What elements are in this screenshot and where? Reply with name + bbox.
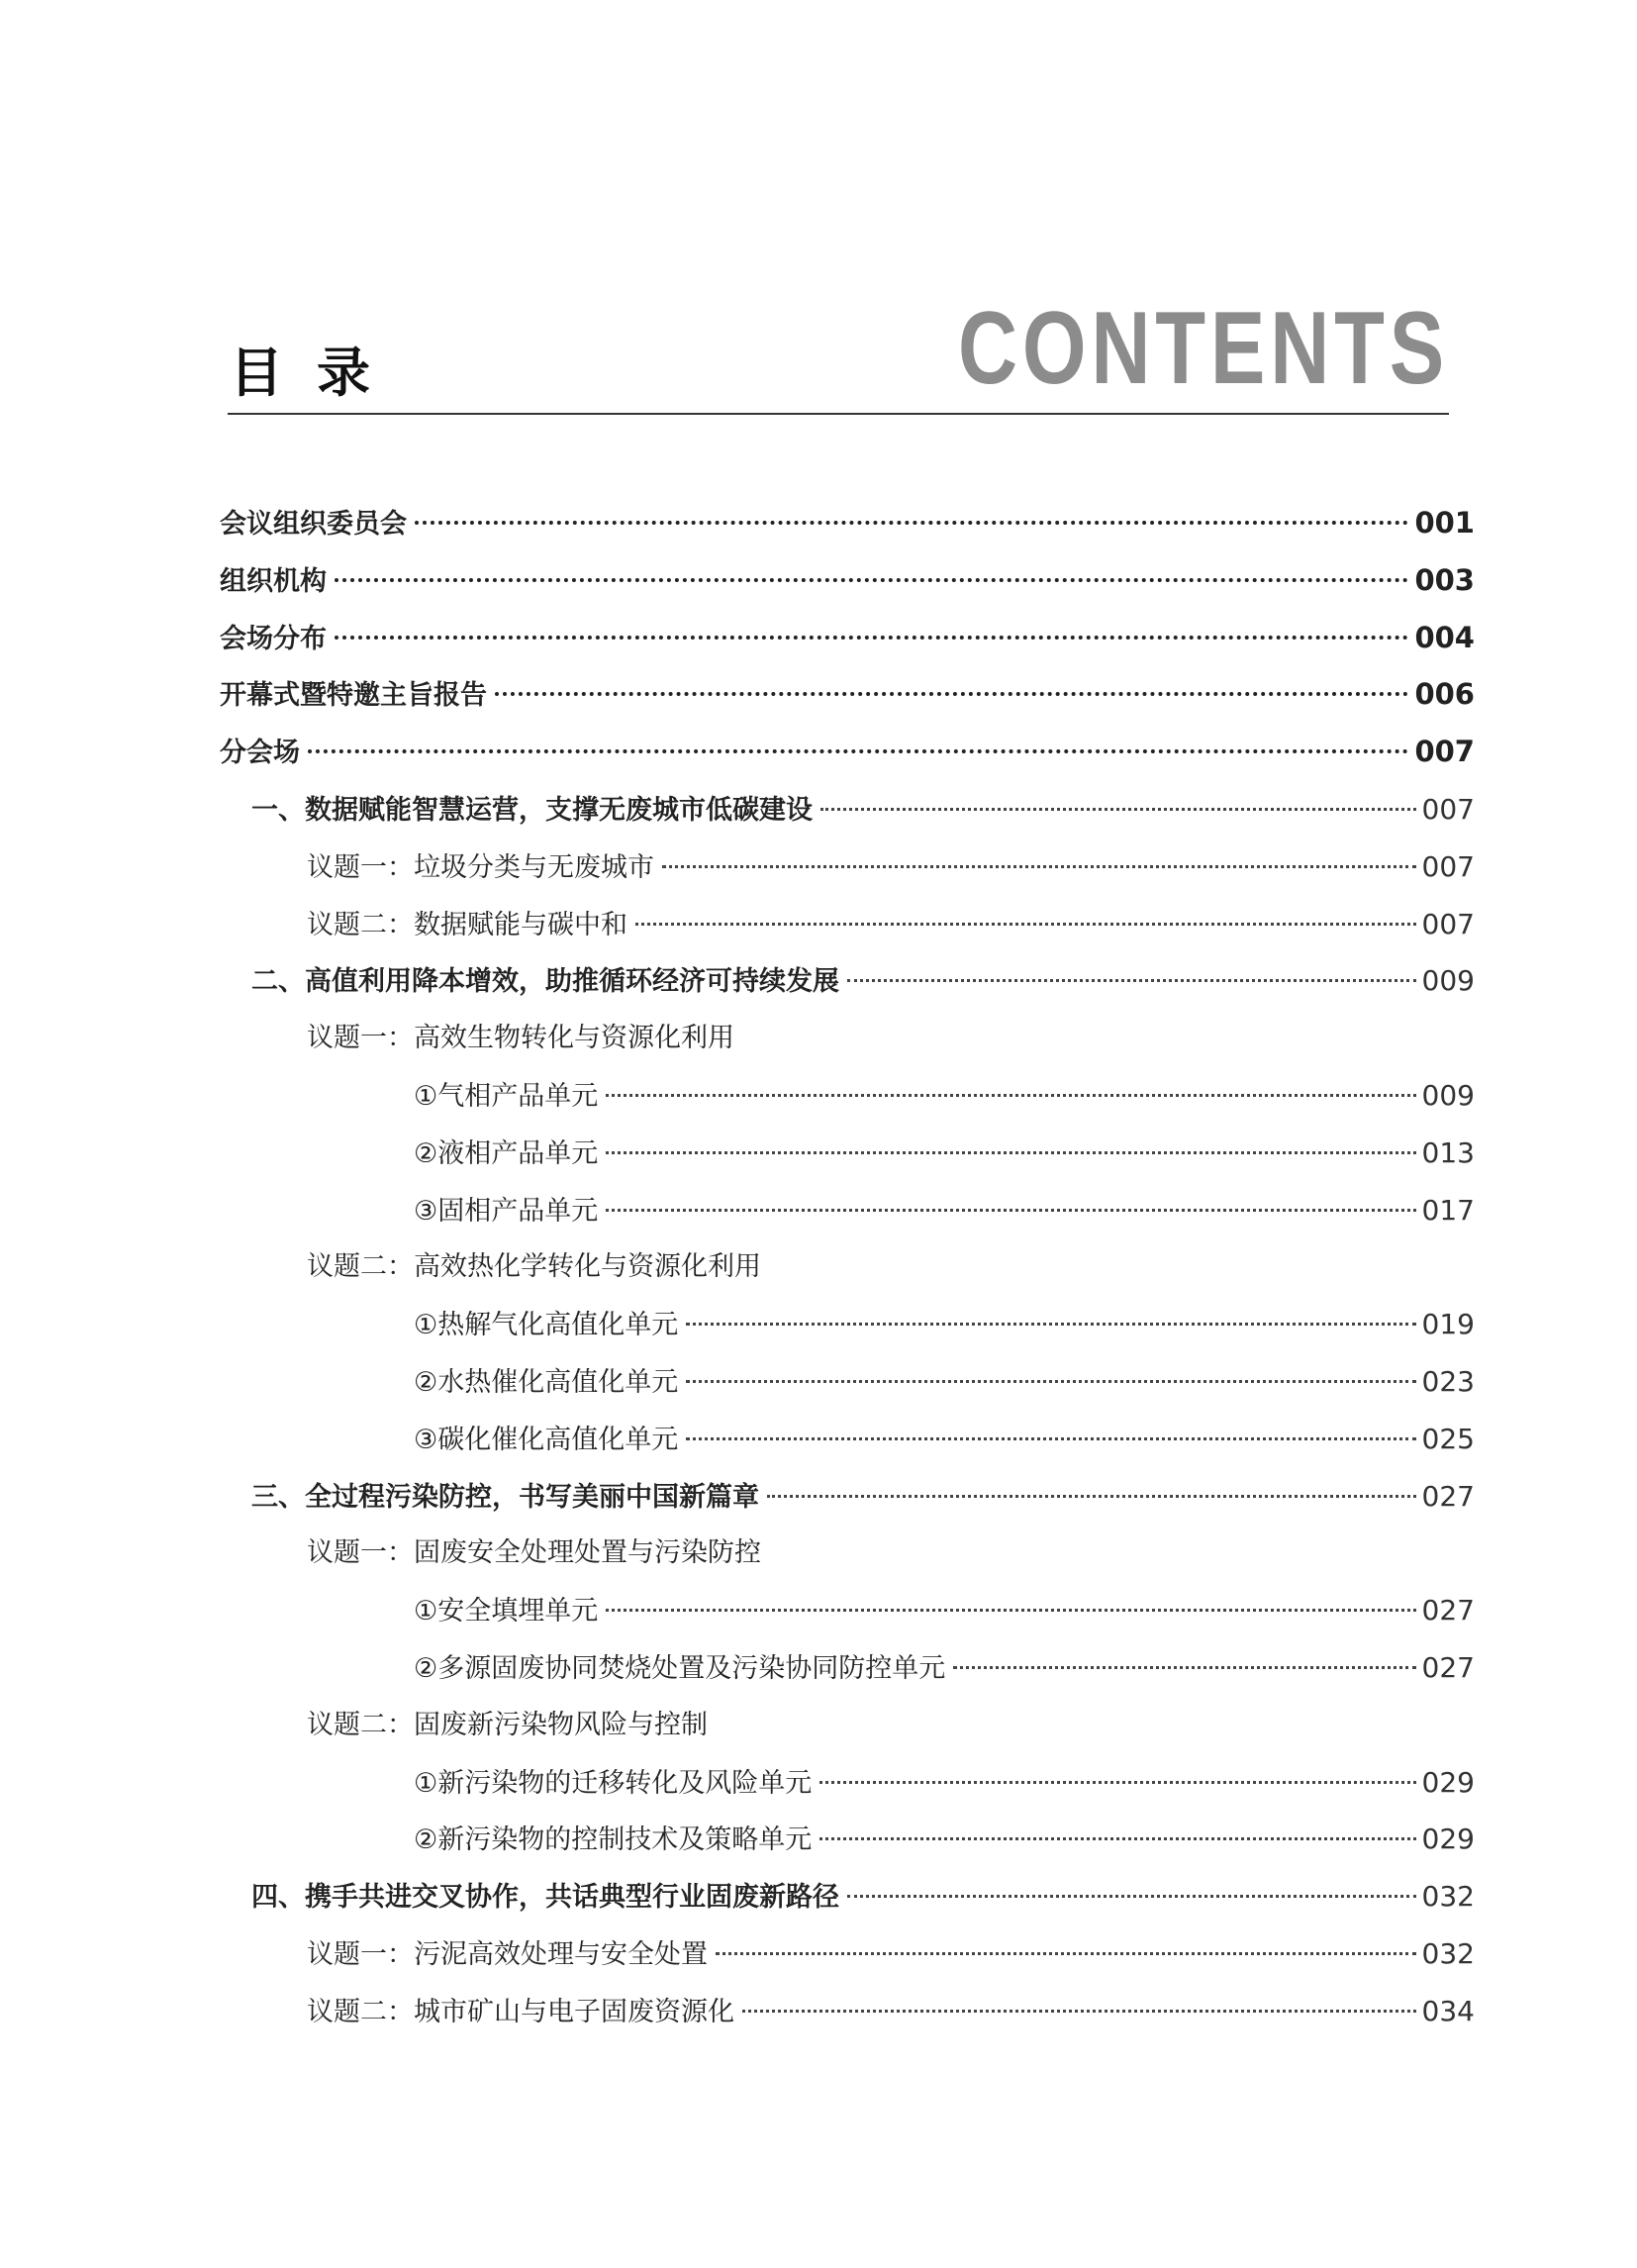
toc-entry-page-number: 017: [1421, 1193, 1475, 1227]
toc-entry[interactable]: [220, 1067, 1475, 1125]
dot-leader: [635, 923, 1416, 926]
dot-leader: [767, 1495, 1416, 1498]
toc-entry-page-number: 034: [1421, 1994, 1475, 2027]
toc-entry-label: 议题一：污泥高效处理与安全处置: [307, 1938, 708, 1970]
toc-entry[interactable]: [220, 666, 1475, 724]
dot-leader: [847, 1895, 1416, 1898]
toc-entry-page-number: 009: [1421, 1078, 1475, 1112]
toc-entry-page-number: 006: [1414, 677, 1475, 712]
toc-entry-page-number: 013: [1421, 1135, 1475, 1169]
table-of-contents: [220, 495, 1475, 2040]
toc-entry[interactable]: [220, 1182, 1475, 1239]
toc-entry[interactable]: [220, 1754, 1475, 1812]
toc-entry-page-number: 007: [1414, 735, 1475, 769]
toc-entry-label: 议题二：数据赋能与碳中和: [307, 909, 627, 940]
dot-leader: [819, 1837, 1415, 1840]
toc-entry[interactable]: [220, 781, 1475, 838]
dot-leader: [819, 1781, 1415, 1784]
toc-entry-label: 议题二：城市矿山与电子固废资源化: [307, 1996, 734, 2027]
toc-entry[interactable]: [220, 495, 1475, 552]
toc-entry-label: 开幕式暨特邀主旨报告: [220, 680, 487, 712]
toc-entry-page-number: 023: [1421, 1364, 1475, 1398]
toc-entry-page-number: 001: [1414, 506, 1475, 540]
toc-entry-label: 议题一：固废安全处理处置与污染防控: [307, 1537, 761, 1569]
toc-entry-page-number: 027: [1421, 1594, 1475, 1627]
toc-entry[interactable]: [220, 1296, 1475, 1353]
dot-leader: [686, 1323, 1415, 1326]
toc-entry-label: 会议组织委员会: [220, 509, 407, 540]
toc-entry[interactable]: [220, 896, 1475, 953]
dot-leader: [335, 636, 1408, 640]
toc-entry[interactable]: [220, 1868, 1475, 1925]
toc-entry-page-number: 019: [1421, 1308, 1475, 1341]
toc-entry-label: ①安全填埋单元: [414, 1596, 599, 1627]
toc-entry-page-number: 029: [1421, 1765, 1475, 1799]
page-title-en: CONTENTS: [958, 291, 1449, 406]
toc-entry-page-number: 007: [1421, 907, 1475, 940]
toc-entry[interactable]: [220, 1525, 1475, 1582]
toc-entry-label: 议题一：垃圾分类与无废城市: [307, 851, 654, 883]
dot-leader: [606, 1094, 1415, 1097]
toc-entry[interactable]: [220, 1697, 1475, 1754]
toc-entry-label: 二、高值利用降本增效，助推循环经济可持续发展: [251, 966, 839, 998]
toc-entry-page-number: 007: [1421, 792, 1475, 826]
dot-leader: [847, 979, 1416, 982]
toc-entry-page-number: 007: [1421, 849, 1475, 883]
toc-entry[interactable]: [220, 552, 1475, 610]
toc-entry-page-number: 027: [1421, 1479, 1475, 1513]
toc-entry-page-number: 025: [1421, 1422, 1475, 1455]
dot-leader: [335, 578, 1408, 582]
dot-leader: [308, 749, 1408, 753]
dot-leader: [415, 521, 1408, 525]
toc-entry[interactable]: [220, 1811, 1475, 1868]
toc-entry-label: 组织机构: [220, 565, 327, 597]
toc-entry-label: 议题二：固废新污染物风险与控制: [307, 1709, 708, 1740]
toc-entry-label: 三、全过程污染防控，书写美丽中国新篇章: [251, 1481, 759, 1513]
toc-entry[interactable]: [220, 1411, 1475, 1468]
toc-entry[interactable]: [220, 1639, 1475, 1697]
dot-leader: [662, 865, 1416, 868]
toc-entry-label: ①热解气化高值化单元: [414, 1310, 679, 1341]
toc-entry[interactable]: [220, 1925, 1475, 1983]
toc-entry-page-number: 009: [1421, 964, 1475, 998]
toc-entry-page-number: 027: [1421, 1650, 1475, 1684]
toc-entry-label: ②水热催化高值化单元: [414, 1366, 679, 1398]
dot-leader: [606, 1209, 1415, 1212]
header-divider: [228, 413, 1449, 415]
toc-entry-label: 分会场: [220, 738, 300, 769]
dot-leader: [820, 808, 1416, 811]
toc-entry[interactable]: [220, 1010, 1475, 1067]
dot-leader: [686, 1380, 1415, 1383]
toc-entry-label: 会场分布: [220, 623, 327, 654]
toc-entry-label: ③碳化催化高值化单元: [414, 1424, 679, 1455]
toc-entry[interactable]: [220, 1125, 1475, 1182]
toc-entry-label: 议题二：高效热化学转化与资源化利用: [307, 1251, 761, 1283]
toc-entry[interactable]: [220, 1983, 1475, 2040]
dot-leader: [686, 1437, 1415, 1440]
toc-entry-label: 一、数据赋能智慧运营，支撑无废城市低碳建设: [251, 794, 813, 826]
toc-entry-label: ①新污染物的迁移转化及风险单元: [414, 1767, 813, 1799]
toc-entry-label: ①气相产品单元: [414, 1080, 599, 1112]
toc-entry[interactable]: [220, 1353, 1475, 1411]
page-title-cn: 目录: [230, 342, 404, 404]
toc-entry[interactable]: [220, 1468, 1475, 1526]
dot-leader: [716, 1952, 1416, 1955]
toc-entry-label: ②新污染物的控制技术及策略单元: [414, 1824, 813, 1856]
toc-entry-label: ②多源固废协同焚烧处置及污染协同防控单元: [414, 1652, 946, 1684]
toc-entry-label: ②液相产品单元: [414, 1137, 599, 1169]
toc-entry[interactable]: [220, 1238, 1475, 1296]
dot-leader: [495, 692, 1408, 696]
dot-leader: [606, 1609, 1415, 1612]
dot-leader: [606, 1151, 1415, 1154]
toc-entry[interactable]: [220, 1582, 1475, 1639]
dot-leader: [742, 2010, 1416, 2013]
toc-entry[interactable]: [220, 610, 1475, 667]
toc-entry-page-number: 004: [1414, 620, 1475, 654]
toc-entry-page-number: 032: [1421, 1936, 1475, 1970]
toc-header: [228, 287, 1449, 416]
toc-entry[interactable]: [220, 838, 1475, 896]
toc-entry-page-number: 029: [1421, 1823, 1475, 1856]
toc-entry-label: 四、携手共进交叉协作，共话典型行业固废新路径: [251, 1882, 839, 1914]
dot-leader: [953, 1666, 1415, 1669]
toc-entry[interactable]: [220, 724, 1475, 781]
toc-entry[interactable]: [220, 952, 1475, 1010]
toc-entry-label: 议题一：高效生物转化与资源化利用: [307, 1023, 734, 1054]
toc-entry-label: ③固相产品单元: [414, 1195, 599, 1227]
toc-entry-page-number: 032: [1421, 1880, 1475, 1914]
toc-entry-page-number: 003: [1414, 562, 1475, 597]
